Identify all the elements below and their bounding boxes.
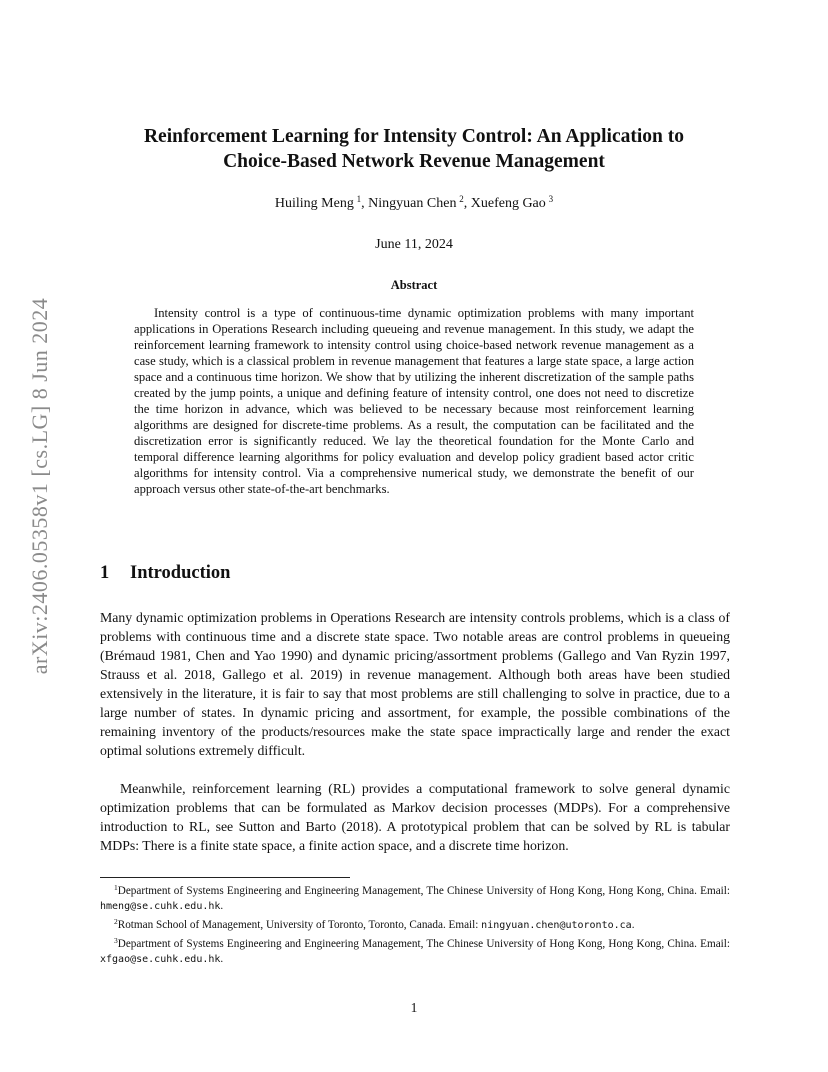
footnote-rule (100, 877, 350, 878)
author-name: Ningyuan Chen (368, 196, 457, 211)
author-list: Huiling Meng $^1$, Ningyuan Chen $^2$, Xuefeng Gao $^3$ (274, 194, 554, 211)
paper-title (100, 124, 728, 174)
footnote-text: Department of Systems Engineering and Engineering Management, The Chinese University of Hong Kong, Hong Kong, China. Email: (117, 938, 730, 950)
section-title: Introduction (130, 563, 231, 583)
page-number: 1 (410, 1000, 418, 1015)
author-affiliation-mark: 1 (356, 194, 362, 204)
footnote (100, 933, 730, 967)
footnotes (100, 880, 730, 967)
author-affiliation-mark: 2 (459, 194, 464, 204)
arxiv-stamp (10, 296, 70, 676)
author-affiliation-mark: 3 (548, 194, 554, 204)
footnote-text: Rotman School of Management, University of Toronto, Toronto, Canada. Email: (117, 919, 482, 931)
footnote-email[interactable]: ningyuan.chen@utoronto.ca (481, 920, 632, 931)
footnote-text: Department of Systems Engineering and Engineering Management, The Chinese University of Hong Kong, Hong Kong, China. Email: (117, 885, 730, 897)
footnote-mark: 2 (114, 917, 118, 926)
abstract-body: Intensity control is a type of continuous-time dynamic optimization problems with many important applications in Operations Research including queueing and revenue management. In this study, we adapt the reinforcement learning framework to intensity control using choice-based network revenue management as a case study, which is a classical problem in revenue management that features a large state space, a large action space and a continuous time horizon. We show that by utilizing the inherent discretization of the sample paths created by the jump points, a unique and defining feature of intensity control, one does not need to discretize the time horizon in advance, which was believed to be necessary because most reinforcement learning algorithms are designed for discrete-time problems. As a result, the computation can be facilitated and the discretization error is significantly reduced. We lay the theoretical foundation for the Monte Carlo and temporal difference learning algorithms for policy evaluation and develop policy gradient based actor critic algorithms for intensity control. Via a comprehensive numerical study, we demonstrate the benefit of our approach versus other state-of-the-art benchmarks. (134, 306, 694, 496)
title-line-1: Reinforcement Learning for Intensity Control: An Application to (143, 126, 685, 147)
title-line-2: Choice-Based Network Revenue Management (223, 151, 605, 172)
footnote (100, 914, 730, 933)
footnote-mark: 3 (114, 936, 118, 945)
footnote-mark: 1 (114, 883, 118, 892)
body-paragraph: Many dynamic optimization problems in Operations Research are intensity controls problems, which is a class of problems with continuous time and a discrete state space. Two notable areas are control problems in queueing (Brémaud 1981, Chen and Yao 1990) and dynamic pricing/assortment problems (Gallego and Van Ryzin 1997, Strauss et al. 2018, Gallego et al. 2019) in revenue management. Although both areas have been studied extensively in the literature, it is fair to say that most problems are still challenging to solve in practice, due to a large number of states. In dynamic pricing and assortment, for example, the possible combinations of the remaining inventory of the products/resources make the state space impractically large and render the exact optimal solutions extremely difficult. (100, 610, 730, 758)
author-name: Xuefeng Gao (470, 196, 546, 211)
body-paragraph: Meanwhile, reinforcement learning (RL) provides a computational framework to solve general dynamic optimization problems that can be formulated as Markov decision processes (MDPs). For a comprehensive introduction to RL, see Sutton and Barto (2018). A prototypical problem that can be solved by RL is tabular MDPs: There is a finite state space, a finite action space, and a discrete time horizon. (100, 781, 730, 853)
footnote (100, 880, 730, 914)
section-heading (100, 563, 728, 584)
footnote-email[interactable]: xfgao@se.cuhk.edu.hk (100, 954, 221, 965)
footnote-end: . (631, 919, 635, 931)
footnote-email[interactable]: hmeng@se.cuhk.edu.hk (100, 901, 221, 912)
footnote-end: . (220, 900, 224, 912)
arxiv-identifier: arXiv:2406.05358v1 [cs.LG] 8 Jun 2024 (27, 297, 52, 675)
abstract-heading: Abstract (390, 278, 438, 292)
author-name: Huiling Meng (274, 196, 354, 211)
footnote-end: . (220, 953, 224, 965)
publication-date: June 11, 2024 (375, 237, 453, 252)
section-number: 1 (100, 563, 110, 583)
